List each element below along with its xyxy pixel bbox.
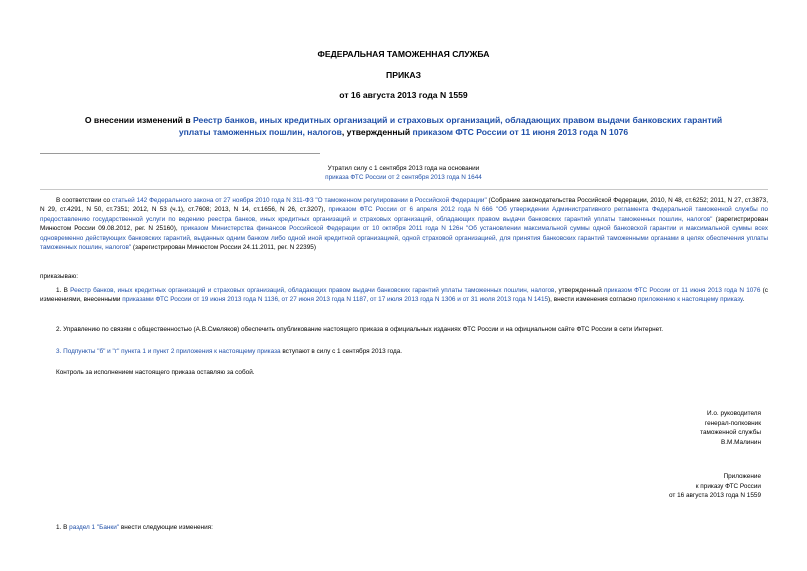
- title-link-register[interactable]: Реестр банков, иных кредитных организаций и страховых организаций, обладающих правом выдачи банковских гарантий уплаты таможенных пошлин, налогов: [178, 115, 723, 137]
- agency-name: ФЕДЕРАЛЬНАЯ ТАМОЖЕННАЯ СЛУЖБА: [317, 49, 490, 59]
- preamble-link-order-666[interactable]: приказом ФТС России от 6 апреля 2012 года N 666 "Об утверждении Административного регламента Федеральной таможенной службы по предоставлению государственной услуги по ведению реестра банков, иных кредитных организаций и страховых организаций, обладающих правом выдачи банковских гарантий уплаты таможенных пошлин, налогов": [40, 206, 768, 223]
- appendix-header: [669, 472, 761, 501]
- item1-text-3: (с изменениями, внесенными: [40, 287, 768, 304]
- change1-text-1: 1. В: [56, 524, 70, 531]
- item-1-paragraph: [40, 286, 768, 305]
- document-title: [78, 114, 729, 138]
- status-divider: [40, 189, 768, 190]
- title-divider: [40, 153, 320, 154]
- document-date: от 16 августа 2013 года N 1559: [339, 90, 468, 100]
- item1-link-appendix[interactable]: приложению к настоящему приказу: [637, 296, 743, 304]
- item1-link-register[interactable]: Реестр банков, иных кредитных организаций и страховых организаций, обладающих правом выдачи банковских гарантий уплаты таможенных пошлин, налогов: [70, 287, 555, 294]
- document-type: ПРИКАЗ: [386, 70, 421, 80]
- status-line: Утратил силу с 1 сентября 2013 года на основании: [327, 165, 480, 172]
- preamble-text-4: (зарегистрирован Минюстом России 24.11.2011, рег. N 22395): [131, 244, 316, 252]
- change-1-paragraph: [40, 523, 768, 532]
- status-link[interactable]: приказа ФТС России от 2 сентября 2013 года N 1644: [325, 174, 482, 181]
- preamble-link-order-126n[interactable]: приказом Министерства финансов Российской Федерации от 10 октября 2011 года N 126н "Об установлении максимальной суммы одной банковской гарантии и максимальной суммы всех одновременно действующих банковских гарантий, выданных одним банком либо одной иной кредитной организацией, одной страховой организацией, для принятия банковских гарантий таможенными органами в целях обеспечения уплаты таможенных пошлин, налогов": [40, 225, 768, 252]
- title-prefix: О внесении изменений в: [84, 115, 194, 125]
- item3-link-subitems[interactable]: 3. Подпункты "б" и "г" пункта 1 и пункт 2 приложения к настоящему приказа: [56, 348, 281, 355]
- appendix-order-ref: к приказу ФТС России: [695, 482, 761, 490]
- item1-text-4: ), внести изменения согласно: [548, 296, 638, 304]
- title-link-order-1076[interactable]: приказом ФТС России от 11 июня 2013 года N 1076: [412, 127, 629, 137]
- preamble-paragraph: [40, 196, 768, 252]
- item1-link-amending-orders[interactable]: приказами ФТС России от 19 июня 2013 года N 1136, от 27 июня 2013 года N 1187, от 17 июля 2013 года N 1306 и от 31 июля 2013 года N 1415: [122, 296, 549, 304]
- appendix-date: от 16 августа 2013 года N 1559: [668, 492, 761, 500]
- signature-position: И.о. руководителя: [707, 410, 761, 417]
- title-middle: , утвержденный: [341, 127, 413, 137]
- signature-rank: генерал-полковник: [704, 419, 761, 427]
- control-paragraph: Контроль за исполнением настоящего приказа оставляю за собой.: [56, 369, 255, 376]
- signature-name: В.М.Малинин: [720, 438, 761, 446]
- change1-text-2: внести следующие изменения:: [119, 524, 213, 531]
- signature-block: [700, 409, 761, 447]
- item1-text-1: 1. В: [56, 287, 71, 294]
- status-note: [0, 164, 807, 182]
- appendix-label: Приложение: [723, 473, 761, 480]
- item1-text-5: .: [742, 296, 745, 304]
- preamble-text-2: (Собрание законодательства Российской Федерации, 2010, N 48, ст.6252; 2011, N 27, ст.3873, N 29, ст.4291, N 50, ст.7351; 2012, N 53 (ч.1), ст.7608; 2013, N 14, ст.1656, N 26, ст.3207),: [40, 197, 768, 214]
- item-2-paragraph: 2. Управлению по связям с общественностью (А.В.Смеляков) обеспечить опубликование настоящего приказа в официальных изданиях ФТС России и на официальном сайте ФТС России в сети Интернет.: [56, 326, 664, 333]
- prikazyvayu-label: приказываю:: [40, 273, 78, 280]
- preamble-text-1: В соответствии со: [56, 197, 112, 204]
- change1-link-section-1[interactable]: раздел 1 "Банки": [69, 524, 120, 531]
- preamble-text-3: (зарегистрирован Минюстом России 09.08.2012, рег. N 25160),: [40, 215, 768, 233]
- item-3-paragraph: [40, 347, 768, 356]
- item3-text: вступают в силу с 1 сентября 2013 года.: [280, 348, 403, 355]
- item1-text-2: , утвержденный: [554, 287, 605, 294]
- preamble-link-law-311[interactable]: статьей 142 Федерального закона от 27 ноября 2010 года N 311-ФЗ "О таможенном регулировании в Российской Федерации": [111, 197, 487, 204]
- signature-service: таможенной службы: [700, 429, 761, 437]
- item1-link-order-1076[interactable]: приказом ФТС России от 11 июня 2013 года N 1076: [604, 287, 761, 294]
